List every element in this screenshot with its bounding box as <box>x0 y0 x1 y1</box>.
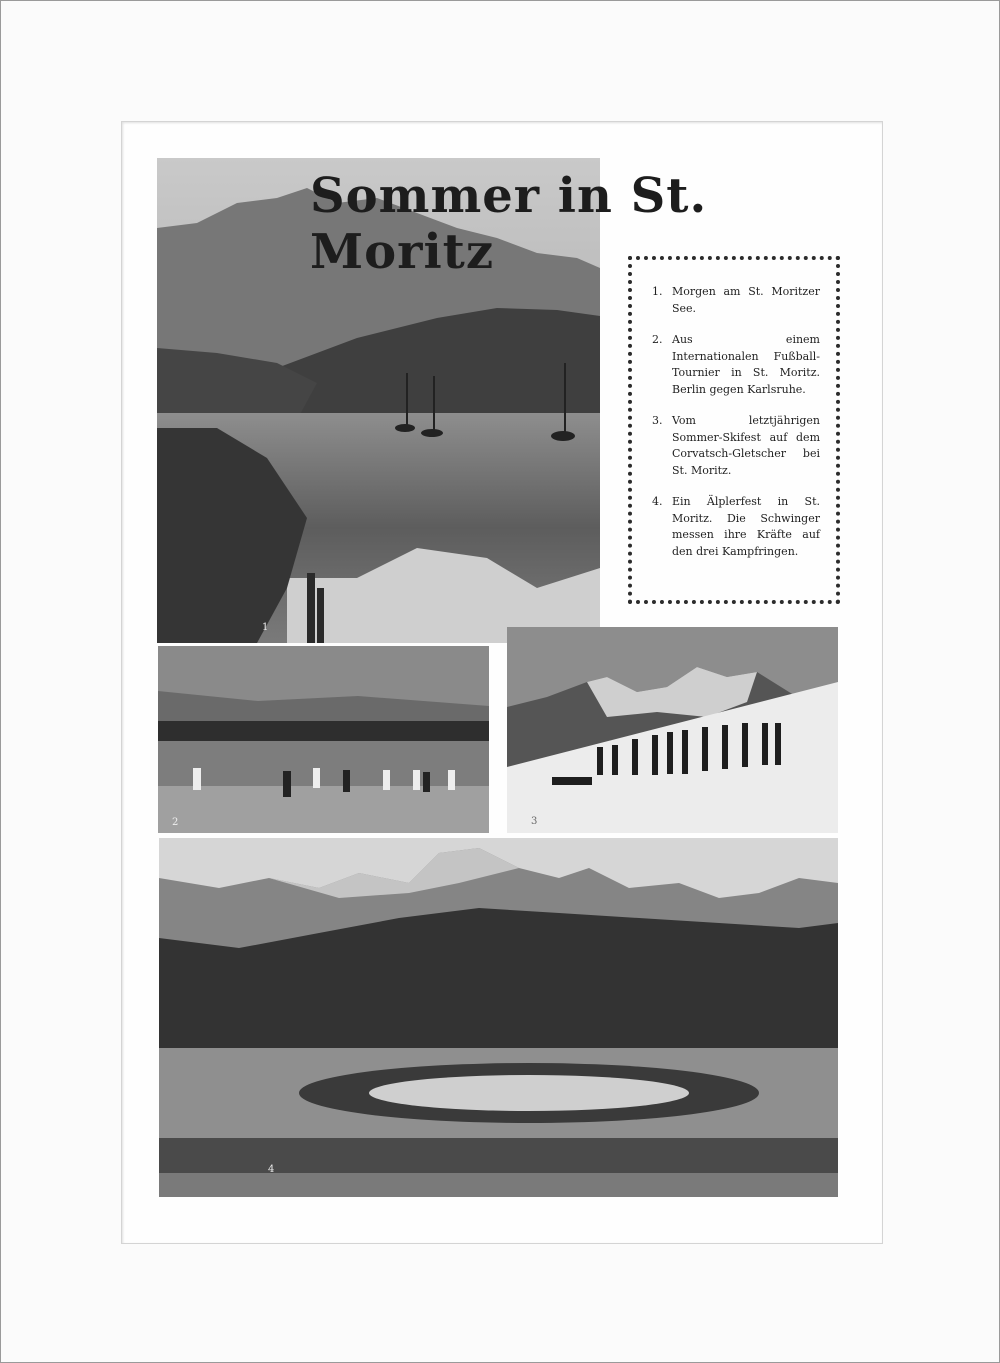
caption-item <box>652 332 820 398</box>
caption-box <box>628 256 840 604</box>
caption-item <box>652 494 820 560</box>
photo-alpine-festival <box>159 838 838 1197</box>
caption-text: Aus einem Internationalen Fußball-Tournier in St. Moritz. Berlin gegen Karlsruhe. <box>672 333 820 396</box>
plate-number-1: 1 <box>262 622 269 633</box>
caption-item <box>652 284 820 317</box>
plate-number-2: 2 <box>172 817 179 828</box>
page-title: Sommer in St. Moritz <box>310 168 708 280</box>
caption-number: 2. <box>652 333 663 346</box>
caption-number: 3. <box>652 414 663 427</box>
caption-text: Morgen am St. Moritzer See. <box>672 285 820 315</box>
caption-text: Ein Älplerfest in St. Moritz. Die Schwinger messen ihre Kräfte auf den drei Kampfringen. <box>672 495 820 558</box>
caption-text: Vom letztjährigen Sommer-Skifest auf dem Corvatsch-Gletscher bei St. Moritz. <box>672 414 820 477</box>
plate-number-3: 3 <box>531 816 538 827</box>
photo-football <box>158 646 489 833</box>
photo-glacier-ski <box>507 627 838 833</box>
plate-number-4: 4 <box>268 1164 275 1175</box>
caption-number: 4. <box>652 495 663 508</box>
caption-item <box>652 413 820 479</box>
caption-number: 1. <box>652 285 663 298</box>
caption-list <box>652 284 820 560</box>
